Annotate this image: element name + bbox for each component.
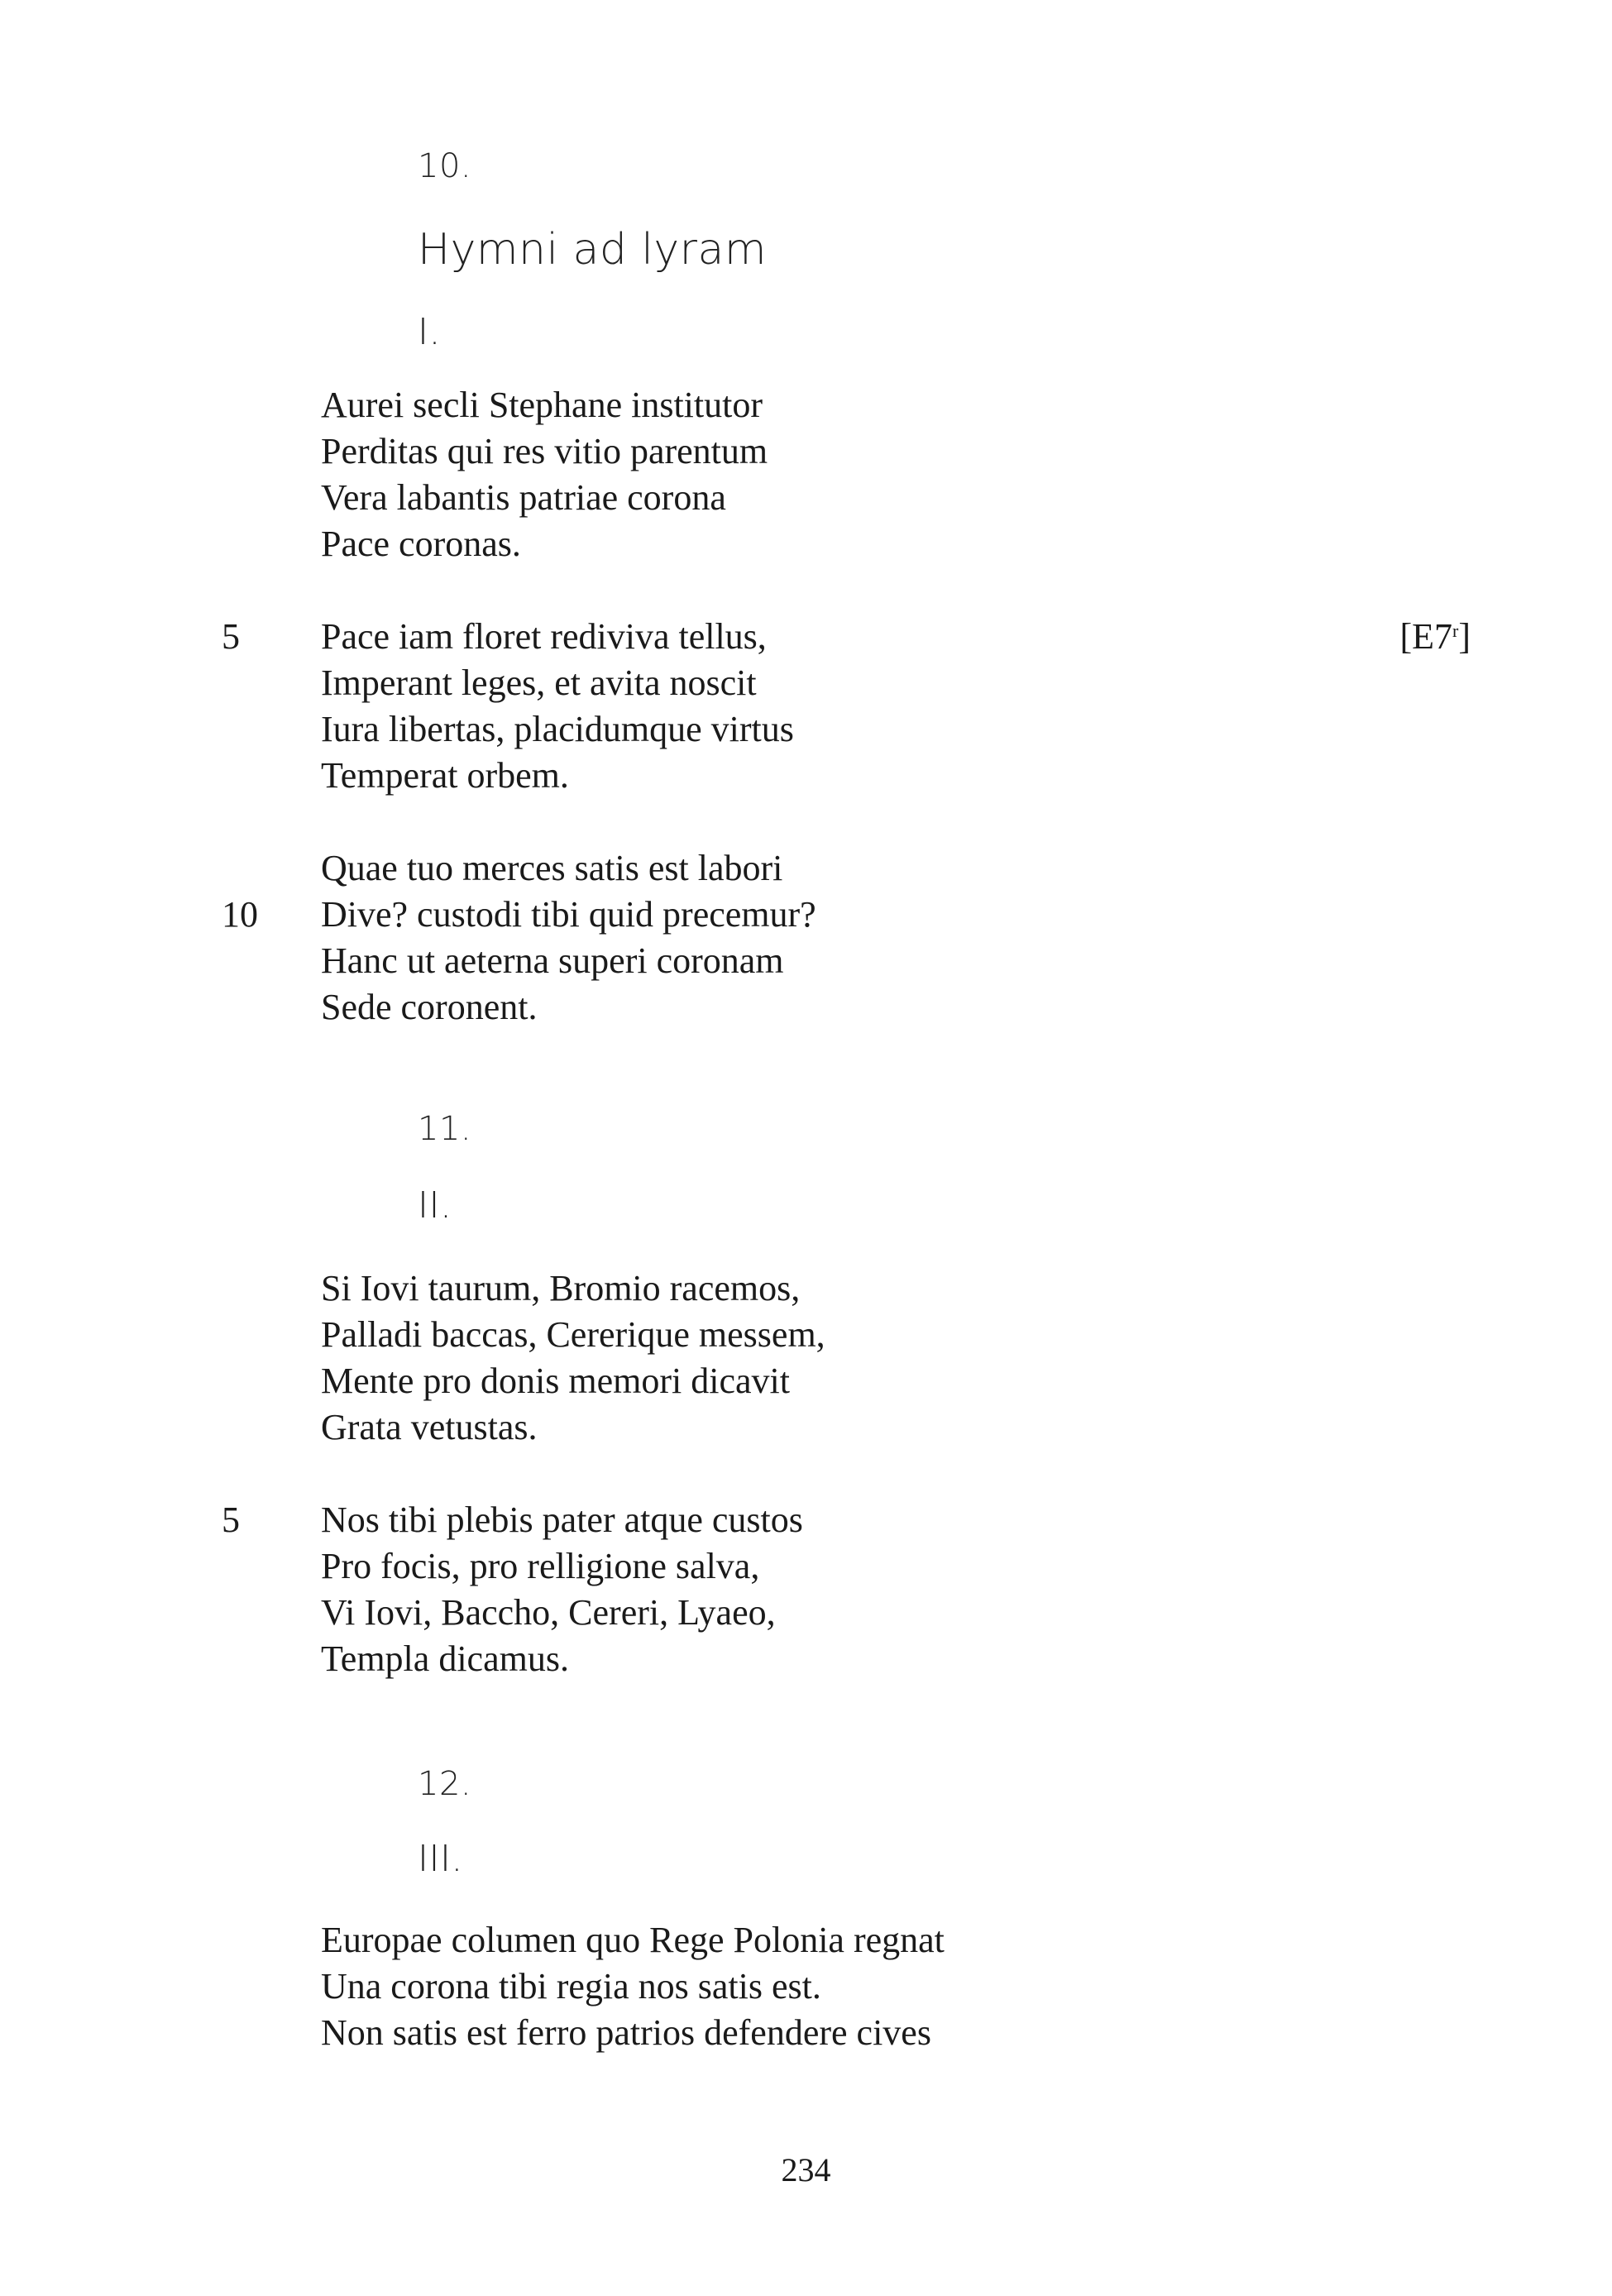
poem-10-roman: I. [418,311,441,353]
page-number: 234 [781,2151,831,2188]
verse-line: Vera labantis patriae corona [321,477,726,518]
verse-line: Nos tibi plebis pater atque custos [321,1500,803,1540]
poem-12-number: 12. [418,1765,472,1803]
poem-10-stanza-2 [321,614,794,799]
line-number: 5 [222,616,240,657]
poem-10-stanza-3 [321,845,816,1031]
verse-line: Europae columen quo Rege Polonia regnat [321,1920,945,1960]
poem-10-stanza-1 [321,382,768,567]
poem-11-number: 11. [418,1110,472,1148]
verse-line: Si Iovi taurum, Bromio racemos, [321,1268,801,1308]
poem-11-roman: II. [418,1184,452,1227]
verse-line: Pro focis, pro relligione salva, [321,1546,760,1586]
verse-line: Sede coronent. [321,987,538,1027]
verse-line: Grata vetustas. [321,1407,538,1447]
verse-line: Aurei secli Stephane institutor [321,385,763,425]
verse-line: Palladi baccas, Cererique messem, [321,1314,825,1355]
verse-line: Vi Iovi, Baccho, Cereri, Lyaeo, [321,1592,776,1633]
poem-10-title: Hymni ad lyram [418,225,767,275]
verse-line: Pace coronas. [321,524,521,564]
poem-11-stanza-2 [321,1497,803,1682]
line-number: 10 [222,894,258,935]
verse-line: Templa dicamus. [321,1638,569,1679]
verse-line: Non satis est ferro patrios defendere cives [321,2012,931,2053]
margin-folio-reference: [E7$^r$] [1399,616,1471,657]
verse-line: Perditas qui res vitio parentum [321,431,768,471]
verse-line: Pace iam floret rediviva tellus, [321,616,767,657]
verse-line: Hanc ut aeterna superi coronam [321,940,784,981]
verse-line: Iura libertas, placidumque virtus [321,709,794,749]
verse-line: Quae tuo merces satis est labori [321,848,783,888]
poem-12-roman: III. [418,1838,463,1880]
poem-12-stanza-1 [321,1917,945,2056]
verse-line: Una corona tibi regia nos satis est. [321,1966,821,2007]
verse-line: Imperant leges, et avita noscit [321,662,757,703]
poem-10-number: 10. [418,147,472,185]
line-number: 5 [222,1500,240,1540]
verse-line: Dive? custodi tibi quid precemur? [321,894,816,935]
poem-11-stanza-1 [321,1265,825,1451]
verse-line: Temperat orbem. [321,755,569,796]
verse-line: Mente pro donis memori dicavit [321,1361,790,1401]
